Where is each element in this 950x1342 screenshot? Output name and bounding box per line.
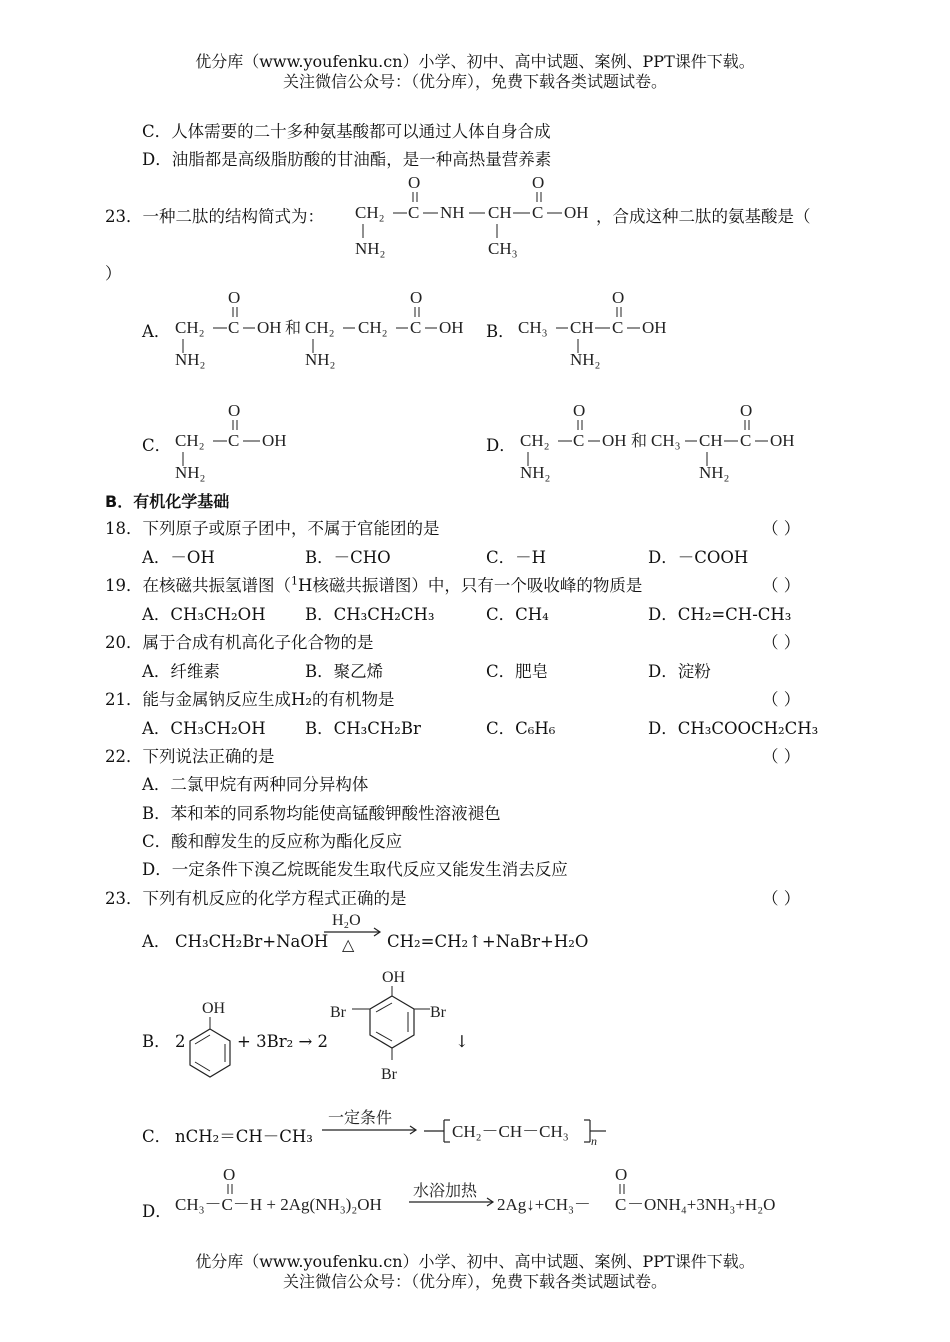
svg-text:2Ag↓+CH₃－: 2Ag↓+CH₃－ xyxy=(497,1195,591,1214)
svg-text:CH: CH xyxy=(570,318,594,337)
q23b-option-b-label: B． xyxy=(142,1032,171,1051)
svg-text:CH₂: CH₂ xyxy=(175,318,205,337)
q20-option-a: A．纤维素 xyxy=(142,662,220,681)
svg-text:O: O xyxy=(410,288,423,307)
svg-text:CH₃: CH₃ xyxy=(651,431,681,450)
svg-text:OH: OH xyxy=(439,318,464,337)
svg-text:CH₂: CH₂ xyxy=(358,318,388,337)
question-18-answer-paren: （ ） xyxy=(762,519,801,538)
q23b-option-b-precipitate-arrow: ↓ xyxy=(455,1032,469,1051)
svg-text:NH₂: NH₂ xyxy=(305,350,336,369)
q23b-option-c-label: C． xyxy=(142,1127,172,1146)
chem-ch3: CH₃ xyxy=(488,239,518,258)
option-c-text: C．人体需要的二十多种氨基酸都可以通过人体自身合成 xyxy=(142,122,551,141)
question-18-stem: 18．下列原子或原子团中，不属于官能团的是 xyxy=(105,519,440,538)
svg-text:OH: OH xyxy=(382,969,406,986)
svg-text:O: O xyxy=(740,401,753,420)
q21-option-d: D．CH₃COOCH₂CH₃ xyxy=(648,719,819,738)
and-connector: 和 xyxy=(285,318,302,337)
svg-text:CH₂: CH₂ xyxy=(520,431,550,450)
option-a-label: A． xyxy=(142,322,171,341)
q22-option-a: A．二氯甲烷有两种同分异构体 xyxy=(142,775,369,794)
chem-carbonyl-c2: C xyxy=(532,203,544,222)
svg-text:△: △ xyxy=(342,937,355,954)
question-19-stem: 19．在核磁共振氢谱图（$^1$H核磁共振谱图）中，只有一个吸收峰的物质是 xyxy=(105,574,643,595)
q20-option-c: C．肥皂 xyxy=(486,662,549,681)
q23b-option-d-label: D． xyxy=(142,1202,172,1221)
svg-text:CH: CH xyxy=(699,431,723,450)
option-b-label: B． xyxy=(486,322,515,341)
question-23-prefix: 23．一种二肽的结构简式为： xyxy=(105,207,324,226)
svg-text:OH: OH xyxy=(202,1000,226,1017)
q23b-option-a-label: A． xyxy=(142,932,171,951)
polypropylene-structure xyxy=(422,1112,612,1148)
svg-text:NH₂: NH₂ xyxy=(570,350,601,369)
svg-text:O: O xyxy=(612,288,625,307)
svg-text:OH: OH xyxy=(642,318,667,337)
svg-text:NH₂: NH₂ xyxy=(175,350,206,369)
question-22-answer-paren: （ ） xyxy=(762,747,801,766)
chem-o: O xyxy=(408,173,421,192)
tribromophenol-structure xyxy=(326,962,456,1090)
svg-text:C: C xyxy=(612,318,624,337)
q18-option-d: D．－COOH xyxy=(648,548,749,567)
svg-text:CH₃: CH₃ xyxy=(518,318,548,337)
question-21-answer-paren: （ ） xyxy=(762,690,801,709)
q23b-option-d-equation xyxy=(175,1162,815,1222)
q23b-option-a-reactants: CH₃CH₂Br+NaOH xyxy=(175,932,329,951)
q21-option-a: A．CH₃CH₂OH xyxy=(142,719,266,738)
footer-line-1: 优分库（www.youfenku.cn）小学、初中、高中试题、案例、PPT课件下载。 xyxy=(195,1252,755,1271)
question-22-stem: 22．下列说法正确的是 xyxy=(105,747,275,766)
q22-option-b: B．苯和苯的同系物均能使高锰酸钾酸性溶液褪色 xyxy=(142,804,501,823)
svg-text:CH₂－CH－CH₃: CH₂－CH－CH₃ xyxy=(452,1122,569,1141)
svg-text:H₂O: H₂O xyxy=(332,912,361,929)
svg-text:NH₂: NH₂ xyxy=(520,463,551,482)
question-23-suffix: ，合成这种二肽的氨基酸是（ xyxy=(596,207,811,226)
svg-text:C: C xyxy=(615,1195,627,1214)
option-a-structures xyxy=(175,285,475,375)
q23b-option-a-products: CH₂=CH₂↑+NaBr+H₂O xyxy=(387,932,589,951)
option-c-label: C． xyxy=(142,436,172,455)
q22-option-d: D．一定条件下溴乙烷既能发生取代反应又能发生消去反应 xyxy=(142,860,568,879)
question-23-close-paren: ） xyxy=(105,264,122,283)
q19-option-a: A．CH₃CH₂OH xyxy=(142,605,266,624)
svg-text:OH: OH xyxy=(770,431,795,450)
svg-text:O: O xyxy=(573,401,586,420)
q18-option-c: C．－H xyxy=(486,548,547,567)
q19-option-b: B．CH₃CH₂CH₃ xyxy=(305,605,435,624)
svg-text:O: O xyxy=(228,401,241,420)
q20-option-d: D．淀粉 xyxy=(648,662,711,681)
q21-option-b: B．CH₃CH₂Br xyxy=(305,719,421,738)
svg-text:OH: OH xyxy=(262,431,287,450)
svg-text:O: O xyxy=(223,1165,236,1184)
q23b-option-b-coefficient: 2 xyxy=(175,1032,186,1051)
svg-text:C: C xyxy=(410,318,422,337)
question-21-stem: 21．能与金属钠反应生成H₂的有机物是 xyxy=(105,690,395,709)
question-19-answer-paren: （ ） xyxy=(762,576,801,595)
svg-text:C: C xyxy=(740,431,752,450)
svg-text:OH: OH xyxy=(602,431,627,450)
svg-text:C: C xyxy=(573,431,585,450)
chem-nh: NH xyxy=(440,203,465,222)
question-23b-answer-paren: （ ） xyxy=(762,889,801,908)
q21-option-c: C．C₆H₆ xyxy=(486,719,556,738)
option-b-structure xyxy=(518,285,688,375)
q18-option-a: A．－OH xyxy=(142,548,215,567)
svg-text:OH: OH xyxy=(257,318,282,337)
question-20-stem: 20．属于合成有机高化子化合物的是 xyxy=(105,633,374,652)
footer-line-2: 关注微信公众号：（优分库），免费下载各类试题试卷。 xyxy=(282,1272,667,1291)
svg-text:O: O xyxy=(228,288,241,307)
chem-carbonyl-c: C xyxy=(408,203,420,222)
svg-text:Br: Br xyxy=(381,1066,397,1083)
svg-text:O: O xyxy=(615,1165,628,1184)
svg-text:Br: Br xyxy=(330,1004,346,1021)
svg-text:－ONH₄+3NH₃+H₂O: －ONH₄+3NH₃+H₂O xyxy=(627,1195,776,1214)
svg-text:和: 和 xyxy=(631,431,648,450)
svg-text:n: n xyxy=(591,1134,597,1148)
q22-option-c: C．酸和醇发生的反应称为酯化反应 xyxy=(142,832,403,851)
option-c-structure xyxy=(175,398,305,488)
section-b-title: B．有机化学基础 xyxy=(105,492,230,511)
q23b-option-a-arrow xyxy=(322,908,384,954)
option-d-text: D．油脂都是高级脂肪酸的甘油酯，是一种高热量营养素 xyxy=(142,150,552,169)
svg-text:CH₃－C－H + 2Ag(NH₃)₂OH: CH₃－C－H + 2Ag(NH₃)₂OH xyxy=(175,1195,382,1214)
q23b-option-b-reagent: + 3Br₂ → 2 xyxy=(237,1032,329,1051)
header-line-2: 关注微信公众号：（优分库），免费下载各类试题试卷。 xyxy=(282,72,667,91)
chem-ch: CH xyxy=(488,203,512,222)
chem-oh: OH xyxy=(564,203,589,222)
option-d-label: D． xyxy=(486,436,516,455)
chem-nh2: NH₂ xyxy=(355,239,386,258)
chem-o2: O xyxy=(532,173,545,192)
dipeptide-structure xyxy=(355,170,605,260)
svg-text:CH₂: CH₂ xyxy=(175,431,205,450)
svg-text:一定条件: 一定条件 xyxy=(328,1108,393,1127)
question-23b-stem: 23．下列有机反应的化学方程式正确的是 xyxy=(105,889,407,908)
question-20-answer-paren: （ ） xyxy=(762,633,801,652)
svg-text:CH₂: CH₂ xyxy=(305,318,335,337)
svg-text:C: C xyxy=(228,318,240,337)
q23b-option-c-reactant: nCH₂＝CH－CH₃ xyxy=(175,1127,313,1146)
q19-option-d: D．CH₂=CH-CH₃ xyxy=(648,605,792,624)
svg-text:NH₂: NH₂ xyxy=(175,463,206,482)
svg-text:Br: Br xyxy=(430,1004,446,1021)
header-line-1: 优分库（www.youfenku.cn）小学、初中、高中试题、案例、PPT课件下载。 xyxy=(195,52,755,71)
svg-text:C: C xyxy=(228,431,240,450)
q20-option-b: B．聚乙烯 xyxy=(305,662,384,681)
svg-text:NH₂: NH₂ xyxy=(699,463,730,482)
chem-ch2: CH₂ xyxy=(355,203,385,222)
option-d-structures xyxy=(520,398,820,488)
phenol-structure xyxy=(180,995,240,1085)
svg-text:水浴加热: 水浴加热 xyxy=(413,1181,478,1200)
q18-option-b: B．－CHO xyxy=(305,548,391,567)
q23b-option-c-arrow xyxy=(320,1105,420,1145)
q19-option-c: C．CH₄ xyxy=(486,605,549,624)
